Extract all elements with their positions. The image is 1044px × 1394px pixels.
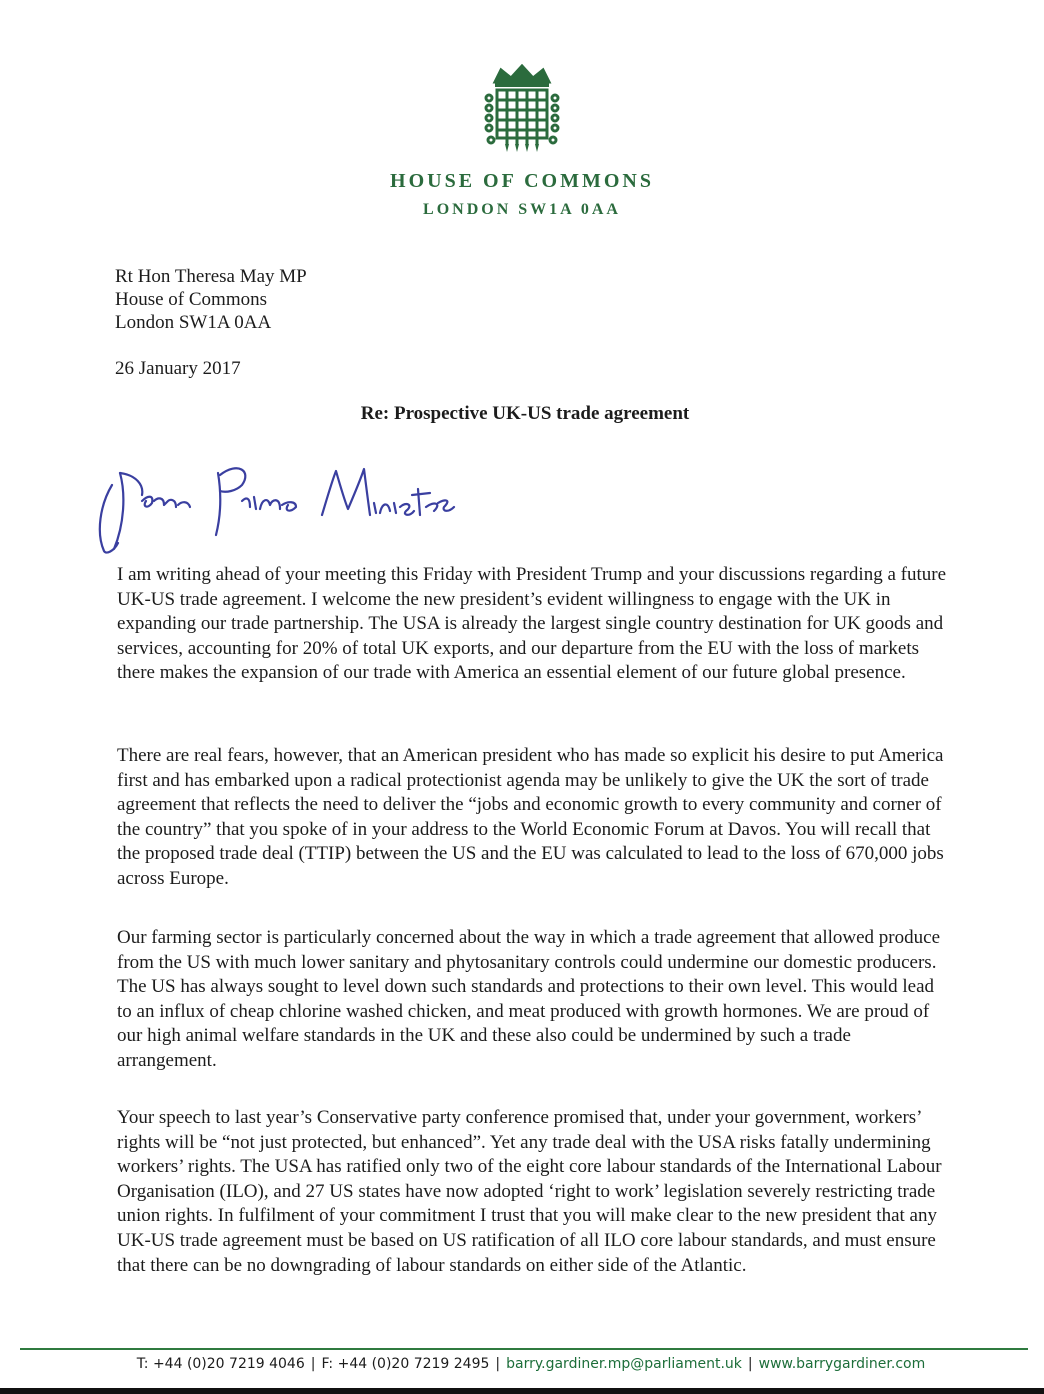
- handwritten-salutation: [92, 455, 472, 560]
- footer-contact: [0, 1356, 1044, 1372]
- footer-website-link[interactable]: www.barrygardiner.com: [758, 1356, 926, 1372]
- footer-phone: T: +44 (0)20 7219 4046: [136, 1356, 305, 1372]
- recipient-name: Rt Hon Theresa May MP: [115, 266, 307, 287]
- recipient-line-3: London SW1A 0AA: [115, 312, 272, 333]
- body-paragraph-2: There are real fears, however, that an American president who has made so explicit his desire to put America first and has embarked upon a radical protectionist agenda may be unlikely to give the UK the sort of trade agreement that reflects the need to deliver the “jobs and economic growth to every community and corner of the country” that you spoke of in your address to the World Economic Forum at Davos. You will recall that the proposed trade deal (TTIP) between the US and the EU was calculated to lead to the loss of 670,000 jobs across Europe.: [117, 745, 944, 889]
- letter-date: 26 January 2017: [115, 358, 241, 379]
- footer-separator: |: [747, 1356, 753, 1372]
- institution-address: LONDON SW1A 0AA: [423, 201, 621, 218]
- body-paragraph-4: Your speech to last year’s Conservative party conference promised that, under your government, workers’ rights will be “not just protected, but enhanced”. Yet any trade deal with the USA risks fatally undermining workers’ rights. The USA has ratified only two of the eight core labour standards of the International Labour Organisation (ILO), and 27 US states have now adopted ‘right to work’ legislation severely restricting trade union rights. In fulfilment of your commitment I trust that you will make clear to the new president that any UK-US trade agreement must be based on US ratification of all ILO core labour standards, and must ensure that there can be no downgrading of labour standards on either side of the Atlantic.: [117, 1107, 942, 1276]
- footer-fax: F: +44 (0)20 7219 2495: [321, 1356, 490, 1372]
- footer-separator: |: [310, 1356, 316, 1372]
- recipient-line-2: House of Commons: [115, 289, 267, 310]
- scan-bottom-edge: [0, 1388, 1044, 1394]
- institution-name: HOUSE OF COMMONS: [390, 170, 654, 192]
- body-paragraph-1: I am writing ahead of your meeting this Friday with President Trump and your discussions regarding a future UK-US trade agreement. I welcome the new president’s evident willingness to engage with the UK in expanding our trade partnership. The USA is already the largest single country destination for UK goods and services, accounting for 20% of total UK exports, and our departure from the EU with the loss of markets there makes the expansion of our trade with America an essential element of our future global presence.: [117, 564, 947, 684]
- body-paragraph-3: Our farming sector is particularly concerned about the way in which a trade agreement that allowed produce from the US with much lower sanitary and phytosanitary controls could undermine our domestic producers. The US has always sought to level down such standards and protections to their own level. This would lead to an influx of cheap chlorine washed chicken, and meat produced with growth hormones. We are proud of our high animal welfare standards in the UK and these also could be undermined by such a trade arrangement.: [117, 927, 941, 1071]
- footer-email-link[interactable]: barry.gardiner.mp@parliament.uk: [506, 1356, 742, 1372]
- footer-divider: [20, 1348, 1028, 1350]
- footer-separator: |: [495, 1356, 501, 1372]
- portcullis-crown-icon: [481, 64, 563, 154]
- recipient-address: [115, 265, 307, 334]
- subject-line: Re: Prospective UK-US trade agreement: [360, 403, 690, 424]
